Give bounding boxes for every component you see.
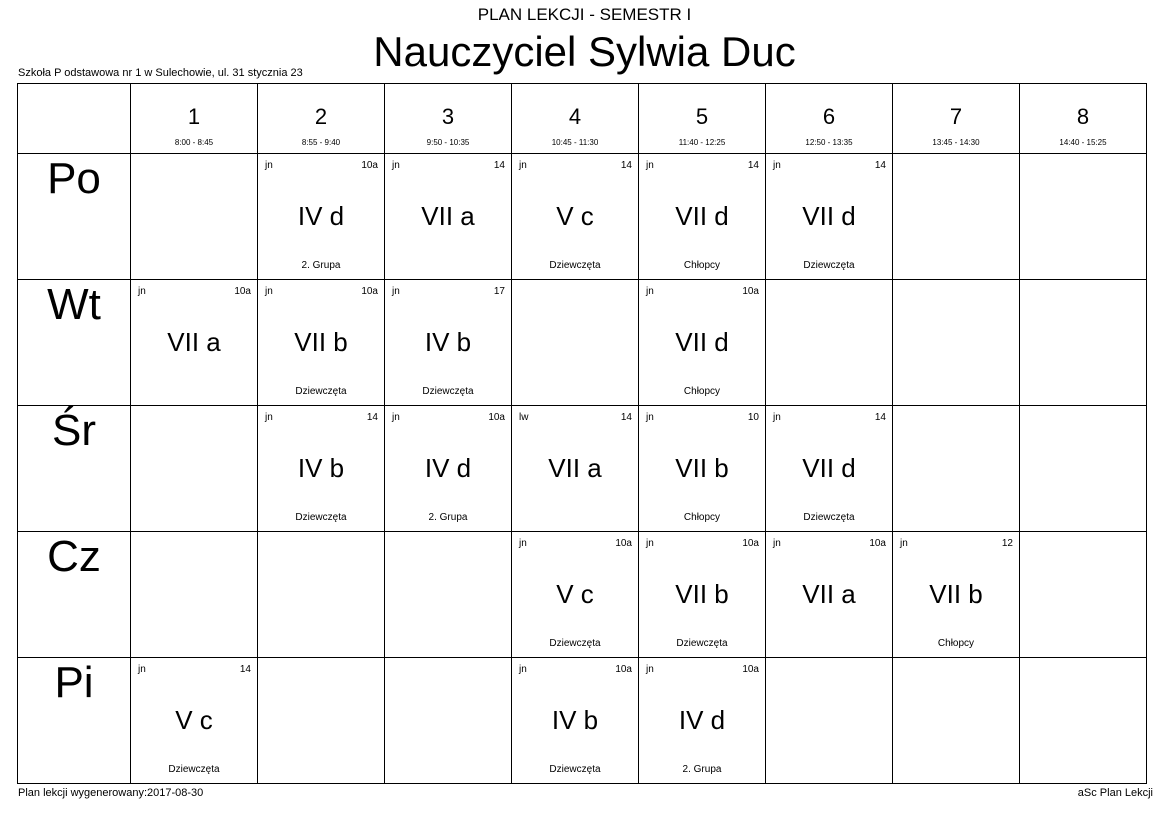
room-number: 10a bbox=[615, 664, 632, 675]
day-label-cell bbox=[18, 532, 131, 658]
period-header-1 bbox=[131, 84, 258, 154]
lesson-cell bbox=[385, 280, 512, 406]
lesson-cell bbox=[893, 532, 1020, 658]
empty-cell bbox=[766, 658, 893, 784]
group-name: Dziewczęta bbox=[803, 260, 855, 271]
class-name: VII a bbox=[167, 327, 221, 357]
group-name: Dziewczęta bbox=[549, 764, 601, 775]
group-name: Chłopcy bbox=[683, 386, 721, 397]
day-row bbox=[18, 280, 1147, 406]
class-name: VII d bbox=[675, 327, 729, 357]
empty-cell bbox=[1020, 406, 1147, 532]
subject-code: jn bbox=[392, 286, 400, 297]
lesson-cell bbox=[766, 154, 893, 280]
plan-title: PLAN LEKCJI - SEMESTR I bbox=[477, 5, 692, 24]
lesson-cell bbox=[258, 406, 385, 532]
lesson-cell bbox=[512, 406, 639, 532]
generated-date: Plan lekcji wygenerowany:2017-08-30 bbox=[18, 787, 204, 799]
subject-code: jn bbox=[519, 664, 527, 675]
subject-code: jn bbox=[265, 286, 273, 297]
subject-code: lw bbox=[519, 412, 529, 423]
lesson bbox=[639, 658, 765, 783]
period-header-8 bbox=[1020, 84, 1147, 154]
lesson bbox=[512, 406, 638, 531]
app-name: aSc Plan Lekcji bbox=[1077, 787, 1153, 799]
lesson-cell bbox=[131, 658, 258, 784]
lesson bbox=[639, 406, 765, 531]
group-name: 2. Grupa bbox=[428, 512, 468, 523]
lesson bbox=[385, 406, 511, 531]
room-number: 10a bbox=[742, 538, 759, 549]
group-name: Chłopcy bbox=[683, 260, 721, 271]
lesson bbox=[766, 406, 892, 531]
subject-code: jn bbox=[646, 664, 654, 675]
day-name: Cz bbox=[47, 532, 101, 581]
room-number: 14 bbox=[874, 160, 886, 171]
subject-code: jn bbox=[773, 412, 781, 423]
day-row bbox=[18, 658, 1147, 784]
empty-cell bbox=[385, 532, 512, 658]
empty-cell bbox=[893, 406, 1020, 532]
lesson-cell bbox=[258, 280, 385, 406]
class-name: VII b bbox=[675, 579, 729, 609]
group-name: Dziewczęta bbox=[295, 386, 347, 397]
lesson bbox=[258, 406, 384, 531]
lesson bbox=[766, 532, 892, 657]
period-time: 8:00 - 8:45 bbox=[174, 138, 214, 147]
day-row bbox=[18, 406, 1147, 532]
subject-code: jn bbox=[900, 538, 908, 549]
room-number: 10a bbox=[742, 664, 759, 675]
empty-cell bbox=[1020, 154, 1147, 280]
school-name: Szkoła P odstawowa nr 1 w Sulechowie, ul. 31 stycznia 23 bbox=[18, 67, 303, 79]
lesson-cell bbox=[639, 406, 766, 532]
period-header-6 bbox=[766, 84, 893, 154]
period-number: 5 bbox=[695, 104, 709, 129]
period-number: 4 bbox=[568, 104, 582, 129]
lesson bbox=[639, 532, 765, 657]
room-number: 14 bbox=[620, 412, 632, 423]
day-name: Po bbox=[47, 154, 101, 203]
subject-code: jn bbox=[138, 286, 146, 297]
period-header-row bbox=[18, 84, 1147, 154]
group-name: 2. Grupa bbox=[301, 260, 341, 271]
lesson-cell bbox=[385, 406, 512, 532]
lesson-cell bbox=[639, 532, 766, 658]
empty-cell bbox=[766, 280, 893, 406]
subject-code: jn bbox=[265, 160, 273, 171]
day-label-cell bbox=[18, 154, 131, 280]
empty-cell bbox=[1020, 280, 1147, 406]
room-number: 14 bbox=[493, 160, 505, 171]
lesson-cell bbox=[512, 154, 639, 280]
class-name: VII a bbox=[802, 579, 856, 609]
class-name: VII a bbox=[421, 201, 475, 231]
room-number: 10 bbox=[747, 412, 759, 423]
group-name: Dziewczęta bbox=[168, 764, 220, 775]
period-number: 7 bbox=[949, 104, 963, 129]
empty-cell bbox=[258, 658, 385, 784]
room-number: 14 bbox=[239, 664, 251, 675]
class-name: VII b bbox=[675, 453, 729, 483]
period-number: 1 bbox=[187, 104, 201, 129]
room-number: 14 bbox=[366, 412, 378, 423]
empty-cell bbox=[131, 532, 258, 658]
subject-code: jn bbox=[138, 664, 146, 675]
lesson-cell bbox=[512, 532, 639, 658]
empty-cell bbox=[385, 658, 512, 784]
lesson bbox=[385, 154, 511, 279]
room-number: 10a bbox=[869, 538, 886, 549]
lesson bbox=[258, 154, 384, 279]
teacher-title: Nauczyciel Sylwia Duc bbox=[373, 28, 796, 75]
lesson bbox=[639, 154, 765, 279]
lesson-cell bbox=[639, 154, 766, 280]
empty-cell bbox=[258, 532, 385, 658]
lesson-cell bbox=[766, 532, 893, 658]
room-number: 10a bbox=[615, 538, 632, 549]
period-time: 10:45 - 11:30 bbox=[551, 138, 599, 147]
class-name: IV d bbox=[678, 705, 726, 735]
class-name: V c bbox=[556, 201, 594, 231]
day-label-cell bbox=[18, 658, 131, 784]
class-name: VII d bbox=[802, 201, 856, 231]
period-number: 3 bbox=[441, 104, 455, 129]
lesson bbox=[131, 658, 257, 783]
empty-cell bbox=[1020, 532, 1147, 658]
subject-code: jn bbox=[392, 160, 400, 171]
subject-code: jn bbox=[646, 412, 654, 423]
room-number: 14 bbox=[874, 412, 886, 423]
class-name: IV d bbox=[297, 201, 345, 231]
group-name: Dziewczęta bbox=[803, 512, 855, 523]
day-label-cell bbox=[18, 280, 131, 406]
class-name: VII d bbox=[802, 453, 856, 483]
lesson-cell bbox=[512, 658, 639, 784]
subject-code: jn bbox=[646, 286, 654, 297]
period-header-3 bbox=[385, 84, 512, 154]
period-time: 13:45 - 14:30 bbox=[932, 138, 980, 147]
period-time: 8:55 - 9:40 bbox=[301, 138, 341, 147]
period-number: 8 bbox=[1076, 104, 1090, 129]
lesson-cell bbox=[639, 658, 766, 784]
period-time: 14:40 - 15:25 bbox=[1059, 138, 1107, 147]
group-name: Dziewczęta bbox=[676, 638, 728, 649]
group-name: Chłopcy bbox=[683, 512, 721, 523]
period-header-7 bbox=[893, 84, 1020, 154]
period-number: 2 bbox=[314, 104, 328, 129]
empty-cell bbox=[893, 658, 1020, 784]
subject-code: jn bbox=[773, 538, 781, 549]
room-number: 14 bbox=[620, 160, 632, 171]
class-name: V c bbox=[556, 579, 594, 609]
subject-code: jn bbox=[519, 538, 527, 549]
period-time: 11:40 - 12:25 bbox=[678, 138, 726, 147]
period-time: 9:50 - 10:35 bbox=[426, 138, 470, 147]
empty-cell bbox=[512, 280, 639, 406]
class-name: IV b bbox=[424, 327, 472, 357]
lesson bbox=[512, 154, 638, 279]
subject-code: jn bbox=[519, 160, 527, 171]
period-header-4 bbox=[512, 84, 639, 154]
class-name: VII b bbox=[294, 327, 348, 357]
lesson-cell bbox=[131, 280, 258, 406]
period-header-5 bbox=[639, 84, 766, 154]
empty-cell bbox=[893, 154, 1020, 280]
day-row bbox=[18, 532, 1147, 658]
day-label-cell bbox=[18, 406, 131, 532]
subject-code: jn bbox=[646, 538, 654, 549]
group-name: Dziewczęta bbox=[422, 386, 474, 397]
room-number: 10a bbox=[361, 160, 378, 171]
lesson bbox=[639, 280, 765, 405]
lesson-cell bbox=[766, 406, 893, 532]
lesson bbox=[131, 280, 257, 405]
room-number: 17 bbox=[493, 286, 505, 297]
period-time: 12:50 - 13:35 bbox=[805, 138, 853, 147]
class-name: IV b bbox=[551, 705, 599, 735]
subject-code: jn bbox=[265, 412, 273, 423]
lesson bbox=[512, 658, 638, 783]
group-name: Dziewczęta bbox=[549, 638, 601, 649]
group-name: Chłopcy bbox=[937, 638, 975, 649]
class-name: VII a bbox=[548, 453, 602, 483]
lesson-cell bbox=[258, 154, 385, 280]
group-name: 2. Grupa bbox=[682, 764, 722, 775]
day-name: Pi bbox=[54, 658, 94, 707]
group-name: Dziewczęta bbox=[549, 260, 601, 271]
subject-code: jn bbox=[646, 160, 654, 171]
empty-cell bbox=[131, 154, 258, 280]
group-name: Dziewczęta bbox=[295, 512, 347, 523]
lesson-cell bbox=[385, 154, 512, 280]
lesson bbox=[893, 532, 1019, 657]
room-number: 14 bbox=[747, 160, 759, 171]
day-name: Wt bbox=[47, 280, 101, 329]
day-row bbox=[18, 154, 1147, 280]
subject-code: jn bbox=[392, 412, 400, 423]
lesson bbox=[766, 154, 892, 279]
corner-cell bbox=[18, 84, 131, 154]
room-number: 10a bbox=[488, 412, 505, 423]
class-name: VII d bbox=[675, 201, 729, 231]
room-number: 10a bbox=[742, 286, 759, 297]
subject-code: jn bbox=[773, 160, 781, 171]
empty-cell bbox=[131, 406, 258, 532]
room-number: 10a bbox=[361, 286, 378, 297]
period-header-2 bbox=[258, 84, 385, 154]
lesson bbox=[258, 280, 384, 405]
room-number: 10a bbox=[234, 286, 251, 297]
lesson-cell bbox=[639, 280, 766, 406]
timetable bbox=[17, 83, 1147, 784]
room-number: 12 bbox=[1001, 538, 1013, 549]
period-number: 6 bbox=[822, 104, 836, 129]
class-name: IV b bbox=[297, 453, 345, 483]
empty-cell bbox=[1020, 658, 1147, 784]
lesson bbox=[512, 532, 638, 657]
class-name: VII b bbox=[929, 579, 983, 609]
day-name: Śr bbox=[52, 406, 96, 455]
class-name: V c bbox=[175, 705, 213, 735]
lesson bbox=[385, 280, 511, 405]
class-name: IV d bbox=[424, 453, 472, 483]
empty-cell bbox=[893, 280, 1020, 406]
